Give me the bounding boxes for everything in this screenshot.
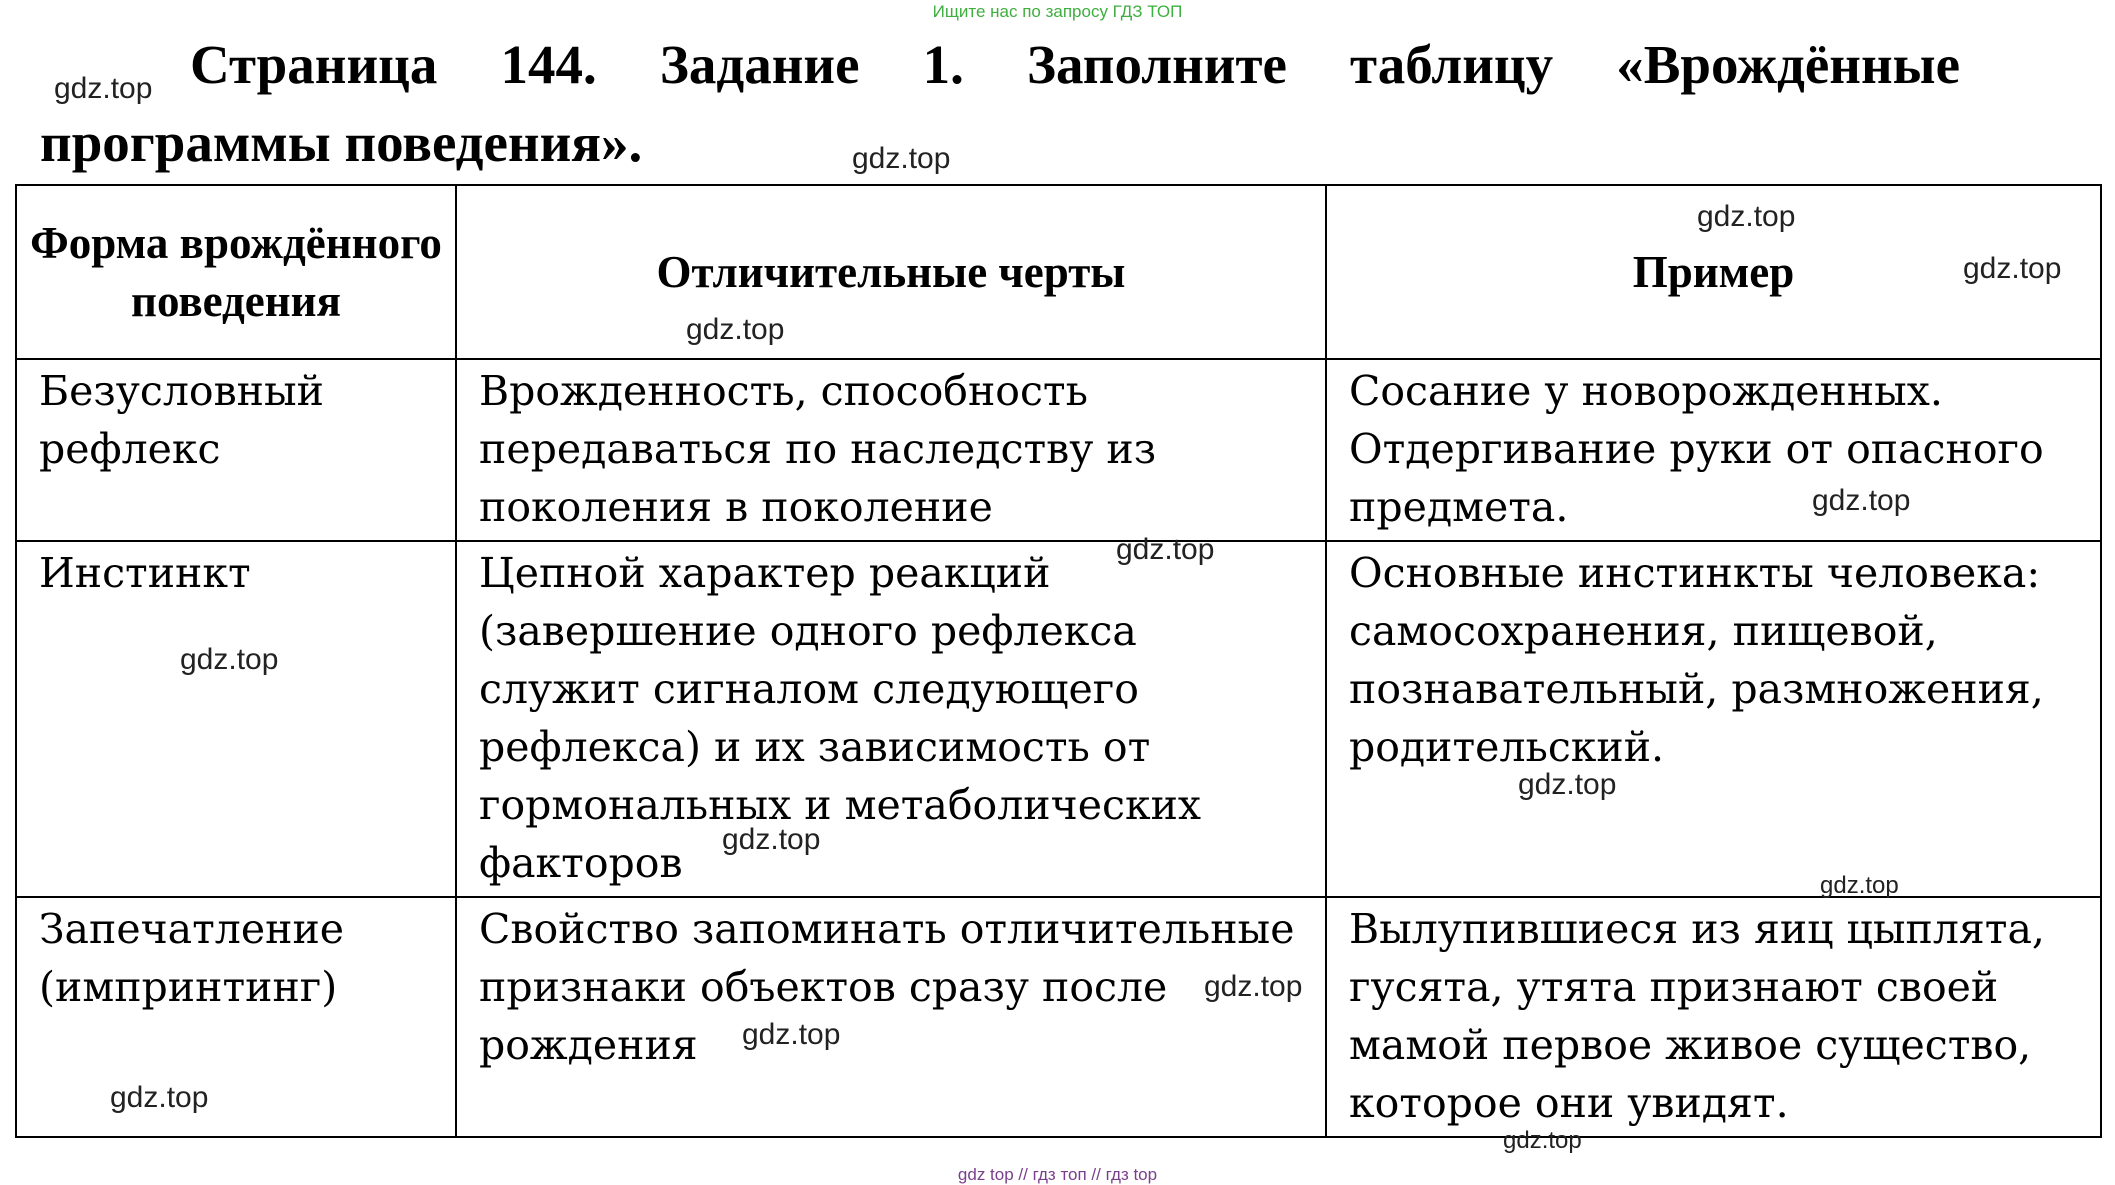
cell-example: Основные инстинкты человека: самосохранения, пищевой, познавательный, размножения, родительский. bbox=[1326, 541, 2101, 897]
watermark: gdz.top bbox=[1697, 200, 1796, 233]
table-row bbox=[16, 359, 2101, 541]
watermark: gdz.top bbox=[1812, 484, 1911, 517]
behavior-table bbox=[15, 184, 2102, 1138]
cell-form: Запечатление (импринтинг) bbox=[16, 897, 456, 1137]
watermark: gdz.top bbox=[1820, 872, 1899, 899]
top-note: Ищите нас по запросу ГДЗ ТОП bbox=[932, 2, 1183, 21]
watermark: gdz.top bbox=[110, 1081, 209, 1114]
watermark: gdz.top bbox=[1963, 252, 2062, 285]
watermark: gdz.top bbox=[852, 142, 951, 175]
watermark: gdz.top bbox=[180, 643, 279, 676]
cell-features: Врожденность, способность передаваться по наследству из поколения в поколение bbox=[456, 359, 1326, 541]
watermark: gdz.top bbox=[1518, 768, 1617, 801]
watermark: gdz.top bbox=[1116, 533, 1215, 566]
footer-note: gdz top // гдз топ // гдз top bbox=[957, 1165, 1158, 1184]
table-row bbox=[16, 541, 2101, 897]
watermark: gdz.top bbox=[54, 72, 153, 105]
watermark: gdz.top bbox=[1503, 1127, 1582, 1154]
page-title: Страница 144. Задание 1. Заполните таблицу «Врождённые программы поведения». bbox=[40, 34, 1960, 173]
watermark: gdz.top bbox=[1204, 970, 1303, 1003]
cell-example: Сосание у новорожденных. Отдергивание руки от опасного предмета. bbox=[1326, 359, 2101, 541]
watermark: gdz.top bbox=[686, 313, 785, 346]
cell-example: Вылупившиеся из яиц цыплята, гусята, утята признают своей мамой первое живое существо, которое они увидят. bbox=[1326, 897, 2101, 1137]
cell-form: Безусловный рефлекс bbox=[16, 359, 456, 541]
table-row bbox=[16, 897, 2101, 1137]
header-example: Пример bbox=[1326, 185, 2101, 359]
cell-features: Цепной характер реакций (завершение одного рефлекса служит сигналом следующего рефлекса) и их зависимость от гормональных и метаболических факторов bbox=[456, 541, 1326, 897]
header-features: Отличительные черты bbox=[456, 185, 1326, 359]
cell-form: Инстинкт bbox=[16, 541, 456, 897]
watermark: gdz.top bbox=[722, 823, 821, 856]
cell-features: Свойство запоминать отличительные признаки объектов сразу после рождения bbox=[456, 897, 1326, 1137]
watermark: gdz.top bbox=[742, 1018, 841, 1051]
header-form: Форма врождённого поведения bbox=[16, 185, 456, 359]
